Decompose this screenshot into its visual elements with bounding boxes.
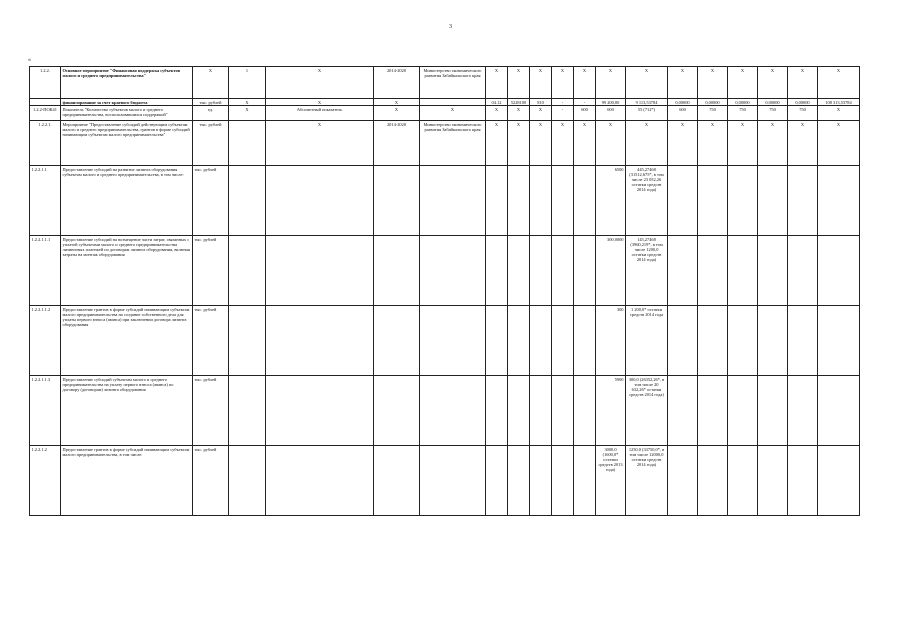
empty-cell xyxy=(530,236,552,306)
empty-cell xyxy=(530,446,552,516)
row-name: Показатель "Количество субъектов малого и среднего предпринимательства, воспользовавшихся поддержкой" xyxy=(61,106,193,121)
empty-cell xyxy=(530,376,552,446)
row-number: 1.2.2.1.1.3 xyxy=(30,376,61,446)
table-row-subsidy xyxy=(30,236,860,306)
empty-cell xyxy=(728,306,758,376)
value-cell: X xyxy=(698,67,728,99)
value-cell: 99 200,00 xyxy=(596,99,626,106)
value-cell: 810 xyxy=(530,99,552,106)
empty-cell xyxy=(420,306,486,376)
empty-cell xyxy=(486,446,508,516)
value-2015: 1 200,0* остатки средств 2014 года xyxy=(626,306,668,376)
row-period: 2014-2020 xyxy=(374,67,420,99)
empty-cell xyxy=(574,446,596,516)
value-2015: 145,27468 (3960,219*, в том числе 1200,0 остатки средств 2014 года) xyxy=(626,236,668,306)
empty-cell xyxy=(698,446,728,516)
value-cell: X xyxy=(486,121,508,166)
table-row-event xyxy=(30,121,860,166)
empty-cell xyxy=(574,236,596,306)
row-unit: тыс. рублей xyxy=(193,236,229,306)
value-cell: X xyxy=(574,67,596,99)
row-executor: X xyxy=(420,106,486,121)
value-cell: X xyxy=(626,121,668,166)
value-cell: X xyxy=(818,121,860,166)
value-cell: X xyxy=(758,121,788,166)
row-unit: тыс. рублей xyxy=(193,446,229,516)
empty-cell xyxy=(818,446,860,516)
table-row-subsidy xyxy=(30,306,860,376)
empty-cell xyxy=(229,166,266,236)
value-2014: 3000,0 (1600,0* остатки средств 2013 года) xyxy=(596,446,626,516)
row-col4 xyxy=(229,121,266,166)
table-row-subsidy xyxy=(30,376,860,446)
row-period: X xyxy=(374,99,420,106)
empty-cell xyxy=(266,376,374,446)
table-row-main-measure xyxy=(30,67,860,99)
empty-cell xyxy=(668,236,698,306)
row-col4: X xyxy=(229,99,266,106)
empty-cell xyxy=(530,306,552,376)
empty-cell xyxy=(229,446,266,516)
empty-cell xyxy=(266,446,374,516)
value-cell: 750 xyxy=(758,106,788,121)
empty-cell xyxy=(508,306,530,376)
value-2015: 445,27468 (31512,675*, в том числе 23 052,26 остатки средств 2014 года) xyxy=(626,166,668,236)
empty-cell xyxy=(486,306,508,376)
empty-cell xyxy=(818,236,860,306)
empty-cell xyxy=(788,236,818,306)
value-cell: X xyxy=(818,67,860,99)
value-cell: X xyxy=(668,121,698,166)
empty-cell xyxy=(698,306,728,376)
empty-cell xyxy=(758,446,788,516)
value-cell: 9 113,53784 xyxy=(626,99,668,106)
value-cell: X xyxy=(626,67,668,99)
row-unit: тыс. рублей xyxy=(193,99,229,106)
row-number: 1.2.2.1.1.1 xyxy=(30,236,61,306)
value-cell: X xyxy=(728,121,758,166)
empty-cell xyxy=(788,376,818,446)
empty-cell xyxy=(508,446,530,516)
empty-cell xyxy=(758,166,788,236)
row-name: Предоставление грантов в форме субсидий начинающим субъектам малого предпринимательства, в том числе: xyxy=(61,446,193,516)
empty-cell xyxy=(508,236,530,306)
value-cell: X xyxy=(788,67,818,99)
value-cell: X xyxy=(698,121,728,166)
empty-cell xyxy=(728,376,758,446)
row-name: Предоставление субсидий на развитие лизинга оборудования субъектам малого и среднего предпринимательства, в том числе: xyxy=(61,166,193,236)
row-executor: Министерство экономического развития Забайкальского края xyxy=(420,121,486,166)
empty-cell xyxy=(374,306,420,376)
empty-cell xyxy=(668,306,698,376)
empty-cell xyxy=(229,306,266,376)
value-cell: - xyxy=(574,99,596,106)
row-indicator: Абсолютный показатель xyxy=(266,106,374,121)
value-cell: X xyxy=(818,106,860,121)
value-cell: X xyxy=(596,121,626,166)
value-cell: X xyxy=(530,106,552,121)
value-2014: 300 xyxy=(596,306,626,376)
row-name: Предоставление субсидий субъектам малого и среднего предпринимательства на уплату первого взноса (аванса) по договору (договорам) лизинга оборудования xyxy=(61,376,193,446)
value-cell: 0,00000 xyxy=(788,99,818,106)
empty-cell xyxy=(758,236,788,306)
empty-cell xyxy=(574,166,596,236)
empty-cell xyxy=(728,446,758,516)
value-cell: 108 313,53784 xyxy=(818,99,860,106)
empty-cell xyxy=(486,376,508,446)
value-cell: 600 xyxy=(668,106,698,121)
empty-cell xyxy=(698,376,728,446)
empty-cell xyxy=(374,446,420,516)
empty-cell xyxy=(728,166,758,236)
value-cell: X xyxy=(574,121,596,166)
empty-cell xyxy=(758,306,788,376)
row-number: 1.2.2.1.1 xyxy=(30,166,61,236)
empty-cell xyxy=(818,376,860,446)
value-cell: X xyxy=(508,67,530,99)
value-cell: 750 xyxy=(698,106,728,121)
row-number: 1.2.2.1. xyxy=(30,121,61,166)
empty-cell xyxy=(374,376,420,446)
value-cell: X xyxy=(552,121,574,166)
value-cell: X xyxy=(728,67,758,99)
empty-cell xyxy=(486,166,508,236)
row-name: Мероприятие "Предоставление субсидий действующим субъектам малого и среднего предпринимательства, грантов в форме субсидий начинающим субъектам малого предпринимательства" xyxy=(61,121,193,166)
value-2014: 6500 xyxy=(596,166,626,236)
empty-cell xyxy=(530,166,552,236)
empty-cell xyxy=(486,236,508,306)
empty-cell xyxy=(552,236,574,306)
empty-cell xyxy=(374,236,420,306)
row-unit: ед. xyxy=(193,106,229,121)
row-col4: X xyxy=(229,106,266,121)
empty-cell xyxy=(788,166,818,236)
value-cell: 600 xyxy=(574,106,596,121)
value-cell: 55 (712*) xyxy=(626,106,668,121)
row-indicator: X xyxy=(266,67,374,99)
value-cell: 750 xyxy=(728,106,758,121)
empty-cell xyxy=(229,376,266,446)
value-cell: X xyxy=(758,67,788,99)
value-cell: X xyxy=(486,67,508,99)
row-unit: тыс. рублей xyxy=(193,121,229,166)
empty-cell xyxy=(420,166,486,236)
empty-cell xyxy=(420,376,486,446)
empty-cell xyxy=(698,236,728,306)
value-cell: X xyxy=(596,67,626,99)
value-2015: 1250,0 (33750,0*, в том числе 12000,0 остатки средств 2014 года) xyxy=(626,446,668,516)
value-cell: X xyxy=(668,67,698,99)
row-executor: Министерство экономического развития Забайкальского края xyxy=(420,67,486,99)
empty-cell xyxy=(574,306,596,376)
value-cell: 0,00000 xyxy=(728,99,758,106)
value-cell: 04.12 xyxy=(486,99,508,106)
corner-mark: « xyxy=(28,57,31,63)
value-2015: 300,0 (26352,26*, в том числе 20 632,26* остатки средств 2014 года) xyxy=(626,376,668,446)
row-number xyxy=(30,99,61,106)
value-cell: X xyxy=(508,121,530,166)
empty-cell xyxy=(552,166,574,236)
empty-cell xyxy=(420,236,486,306)
value-2014: 5900 xyxy=(596,376,626,446)
empty-cell xyxy=(508,376,530,446)
empty-cell xyxy=(668,166,698,236)
table-row-subsidy xyxy=(30,166,860,236)
table-row-financing xyxy=(30,99,860,106)
value-2014: 300,0000 xyxy=(596,236,626,306)
empty-cell xyxy=(818,306,860,376)
empty-cell xyxy=(552,306,574,376)
empty-cell xyxy=(758,376,788,446)
row-name: Предоставление грантов в форме субсидий начинающим субъектам малого предпринимательства на создание собственного дела для уплаты первого взноса (аванса) при заключении договора лизинга оборудования xyxy=(61,306,193,376)
empty-cell xyxy=(266,306,374,376)
value-cell: X xyxy=(552,67,574,99)
empty-cell xyxy=(788,306,818,376)
row-name: финансирование за счет краевого бюджета xyxy=(61,99,193,106)
empty-cell xyxy=(728,236,758,306)
empty-cell xyxy=(818,166,860,236)
row-number: 1.2.2-ПОК41 xyxy=(30,106,61,121)
row-period: 2014-2020 xyxy=(374,121,420,166)
row-number: 1.2.2.1.1.2 xyxy=(30,306,61,376)
row-number: 1.2.2. xyxy=(30,67,61,99)
value-cell: 600 xyxy=(596,106,626,121)
value-cell: 0,00000 xyxy=(698,99,728,106)
value-cell: - xyxy=(552,99,574,106)
row-unit: тыс. рублей xyxy=(193,166,229,236)
table-row-subsidy xyxy=(30,446,860,516)
value-cell: 0,00000 xyxy=(668,99,698,106)
row-unit: тыс. рублей xyxy=(193,306,229,376)
value-cell: 750 xyxy=(788,106,818,121)
value-cell: X xyxy=(788,121,818,166)
row-unit: X xyxy=(193,67,229,99)
value-cell: - xyxy=(552,106,574,121)
value-cell: X xyxy=(530,67,552,99)
empty-cell xyxy=(668,446,698,516)
row-executor xyxy=(420,99,486,106)
page-number: 3 xyxy=(449,24,452,30)
row-name: Основное мероприятие "Финансовая поддержка субъектов малого и среднего предпринимательства" xyxy=(61,67,193,99)
row-unit: тыс. рублей xyxy=(193,376,229,446)
row-indicator: X xyxy=(266,121,374,166)
row-col4: 1 xyxy=(229,67,266,99)
empty-cell xyxy=(698,166,728,236)
table-row-indicator xyxy=(30,106,860,121)
value-cell: 5228100 xyxy=(508,99,530,106)
empty-cell xyxy=(574,376,596,446)
empty-cell xyxy=(374,166,420,236)
value-cell: 0,00000 xyxy=(758,99,788,106)
empty-cell xyxy=(508,166,530,236)
value-cell: X xyxy=(508,106,530,121)
empty-cell xyxy=(552,446,574,516)
value-cell: X xyxy=(530,121,552,166)
empty-cell xyxy=(552,376,574,446)
row-indicator: X xyxy=(266,99,374,106)
program-table xyxy=(29,66,860,516)
row-name: Предоставление субсидий на возмещение части затрат, связанных с уплатой субъектами малого и среднего предпринимательства лизинговых платежей по договорам лизинга оборудования, включая затраты на монтаж оборудования xyxy=(61,236,193,306)
value-cell: X xyxy=(486,106,508,121)
empty-cell xyxy=(266,236,374,306)
empty-cell xyxy=(420,446,486,516)
empty-cell xyxy=(229,236,266,306)
row-period: X xyxy=(374,106,420,121)
empty-cell xyxy=(266,166,374,236)
empty-cell xyxy=(788,446,818,516)
row-number: 1.2.2.1.2 xyxy=(30,446,61,516)
empty-cell xyxy=(668,376,698,446)
